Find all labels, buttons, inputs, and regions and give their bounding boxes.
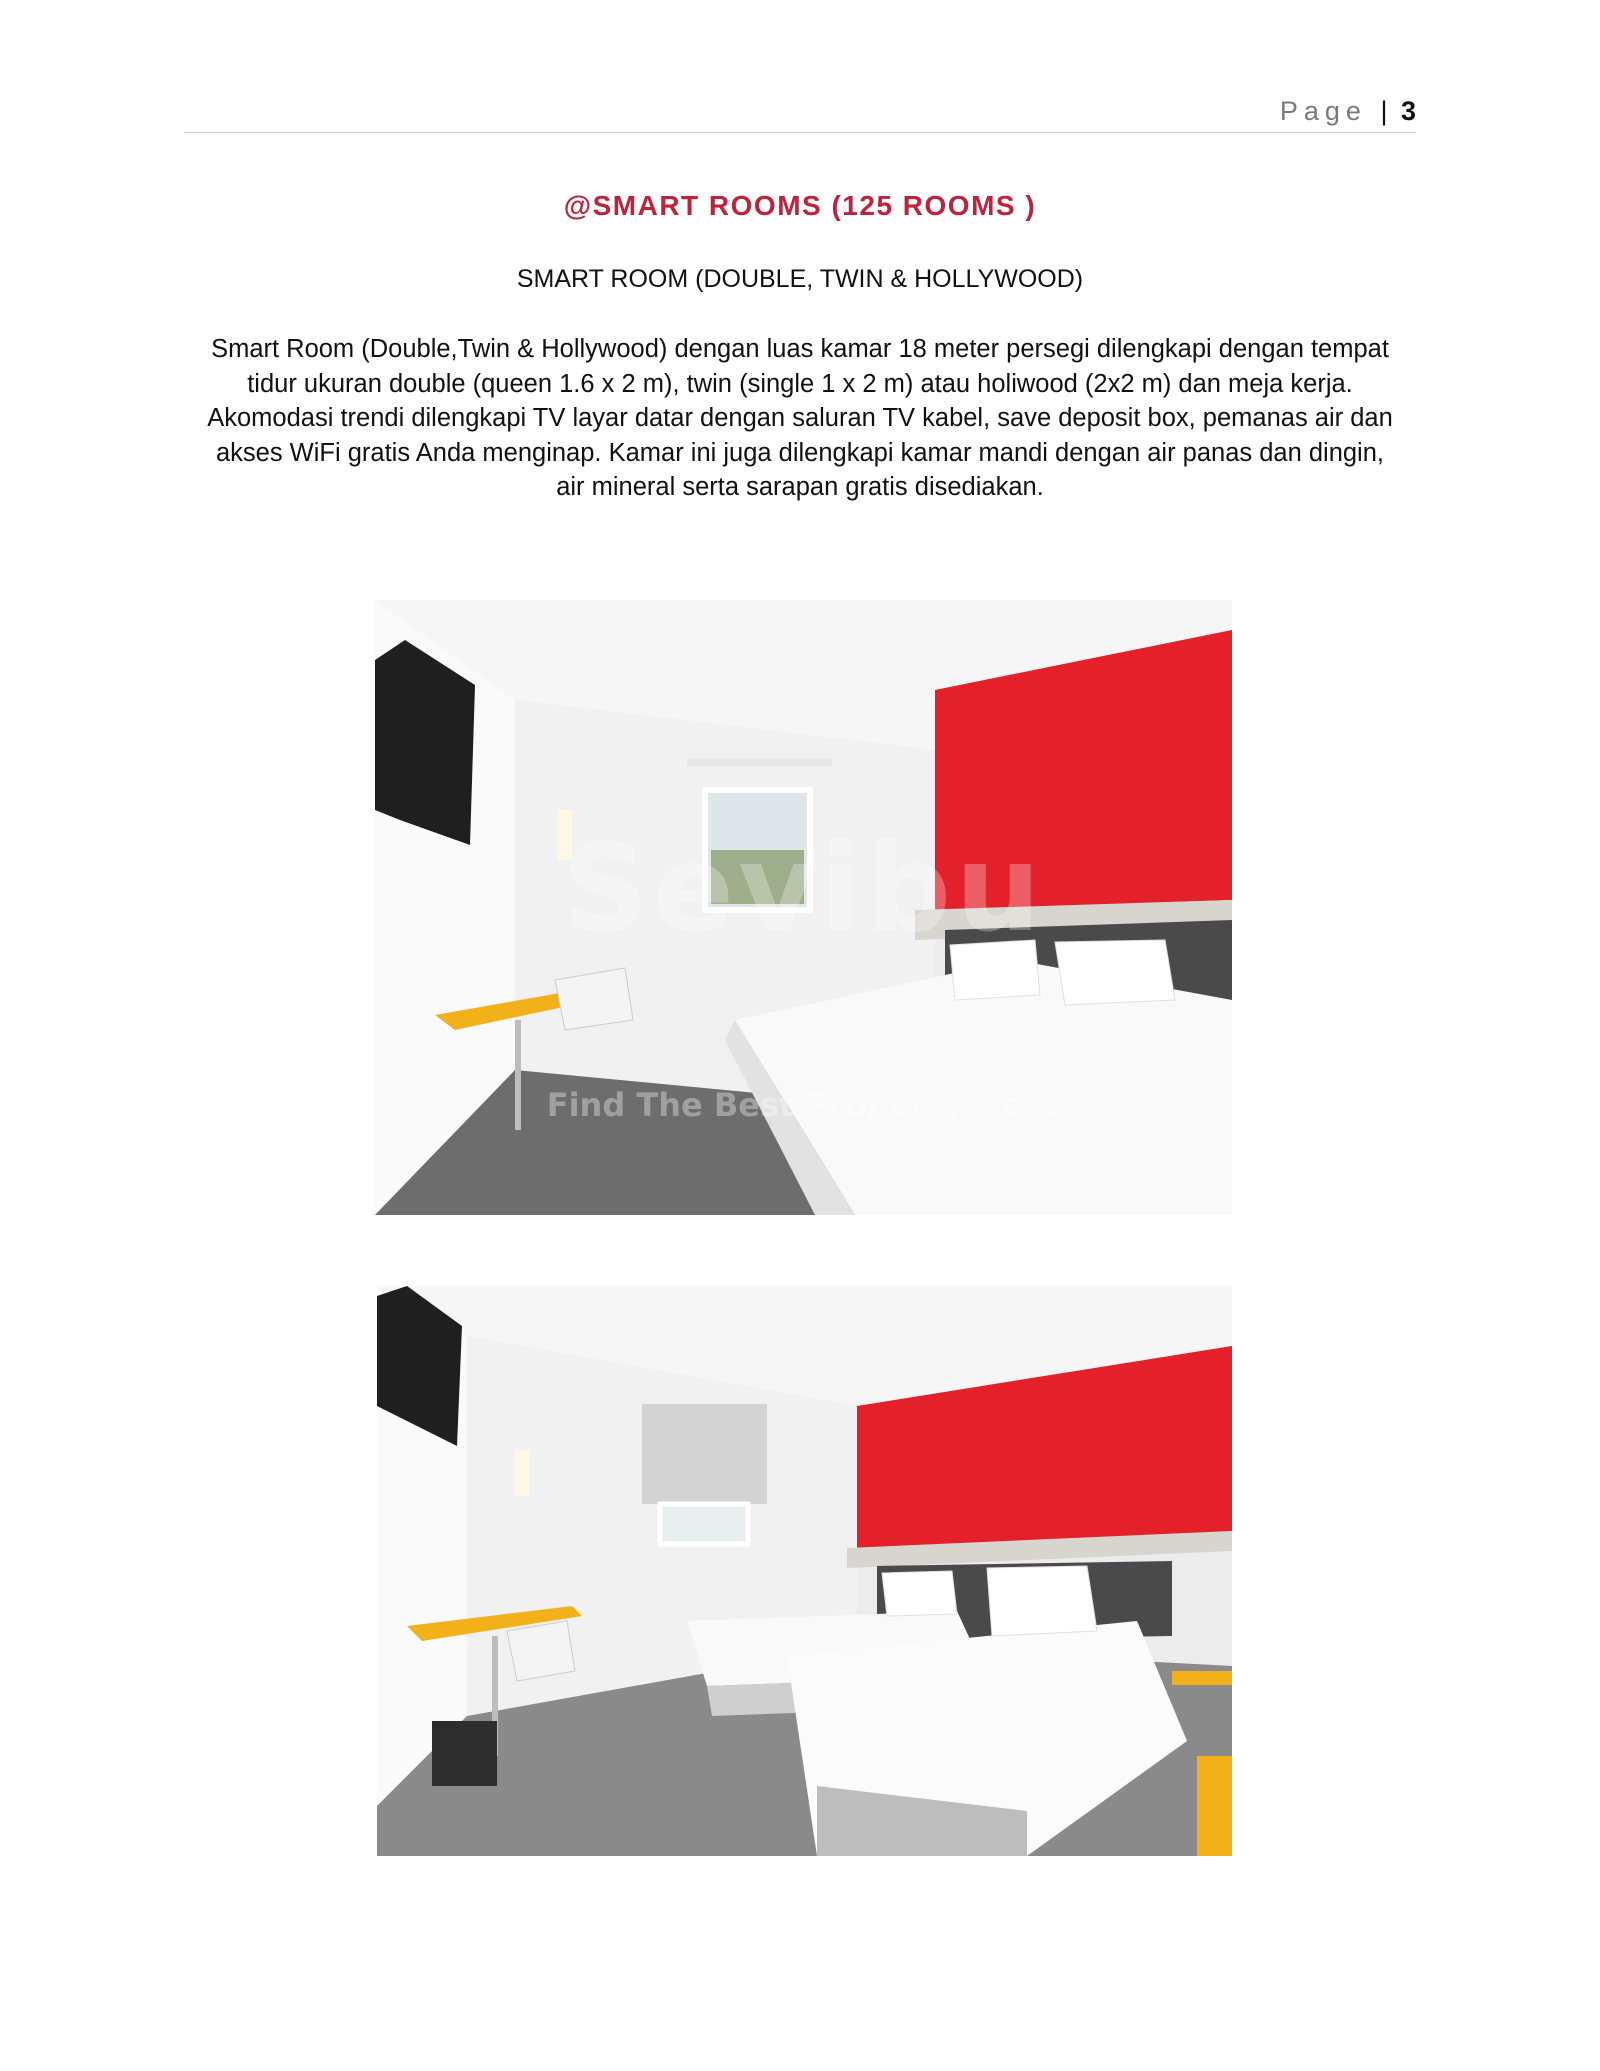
page-separator: |: [1380, 96, 1388, 126]
watermark-logo: Sevibu: [562, 820, 1045, 959]
description-line: tidur ukuran double (queen 1.6 x 2 m), twin (single 1 x 2 m) atau holiwood (2x2 m) dan meja kerja.: [247, 369, 1353, 398]
twin-room-photo: [377, 1286, 1232, 1856]
description-line: Akomodasi trendi dilengkapi TV layar datar dengan saluran TV kabel, save deposit box, pemanas air dan: [207, 404, 1393, 432]
section-title: @SMART ROOMS (125 ROOMS ): [563, 190, 1037, 221]
page-number: 3: [1400, 96, 1416, 126]
twin-room-illustration: [377, 1286, 1232, 1856]
double-room-photo: [375, 600, 1232, 1215]
description-line: Smart Room (Double,Twin & Hollywood) dengan luas kamar 18 meter persegi dilengkapi dengan tempat: [211, 335, 1389, 363]
page-header: [184, 94, 1416, 133]
room-subtitle: SMART ROOM (DOUBLE, TWIN & HOLLYWOOD): [516, 265, 1084, 293]
description-line: air mineral serta sarapan gratis disediakan.: [556, 473, 1044, 501]
double-room-illustration: [375, 600, 1232, 1215]
page-word: Page: [1279, 96, 1367, 126]
description-line: akses WiFi gratis Anda menginap. Kamar ini juga dilengkapi kamar mandi dengan air panas dan dingin,: [215, 438, 1384, 467]
watermark-tagline: Find The Best Property Here: [546, 1086, 1061, 1124]
room-description: [184, 332, 1416, 505]
page-number-label: [1280, 94, 1416, 128]
